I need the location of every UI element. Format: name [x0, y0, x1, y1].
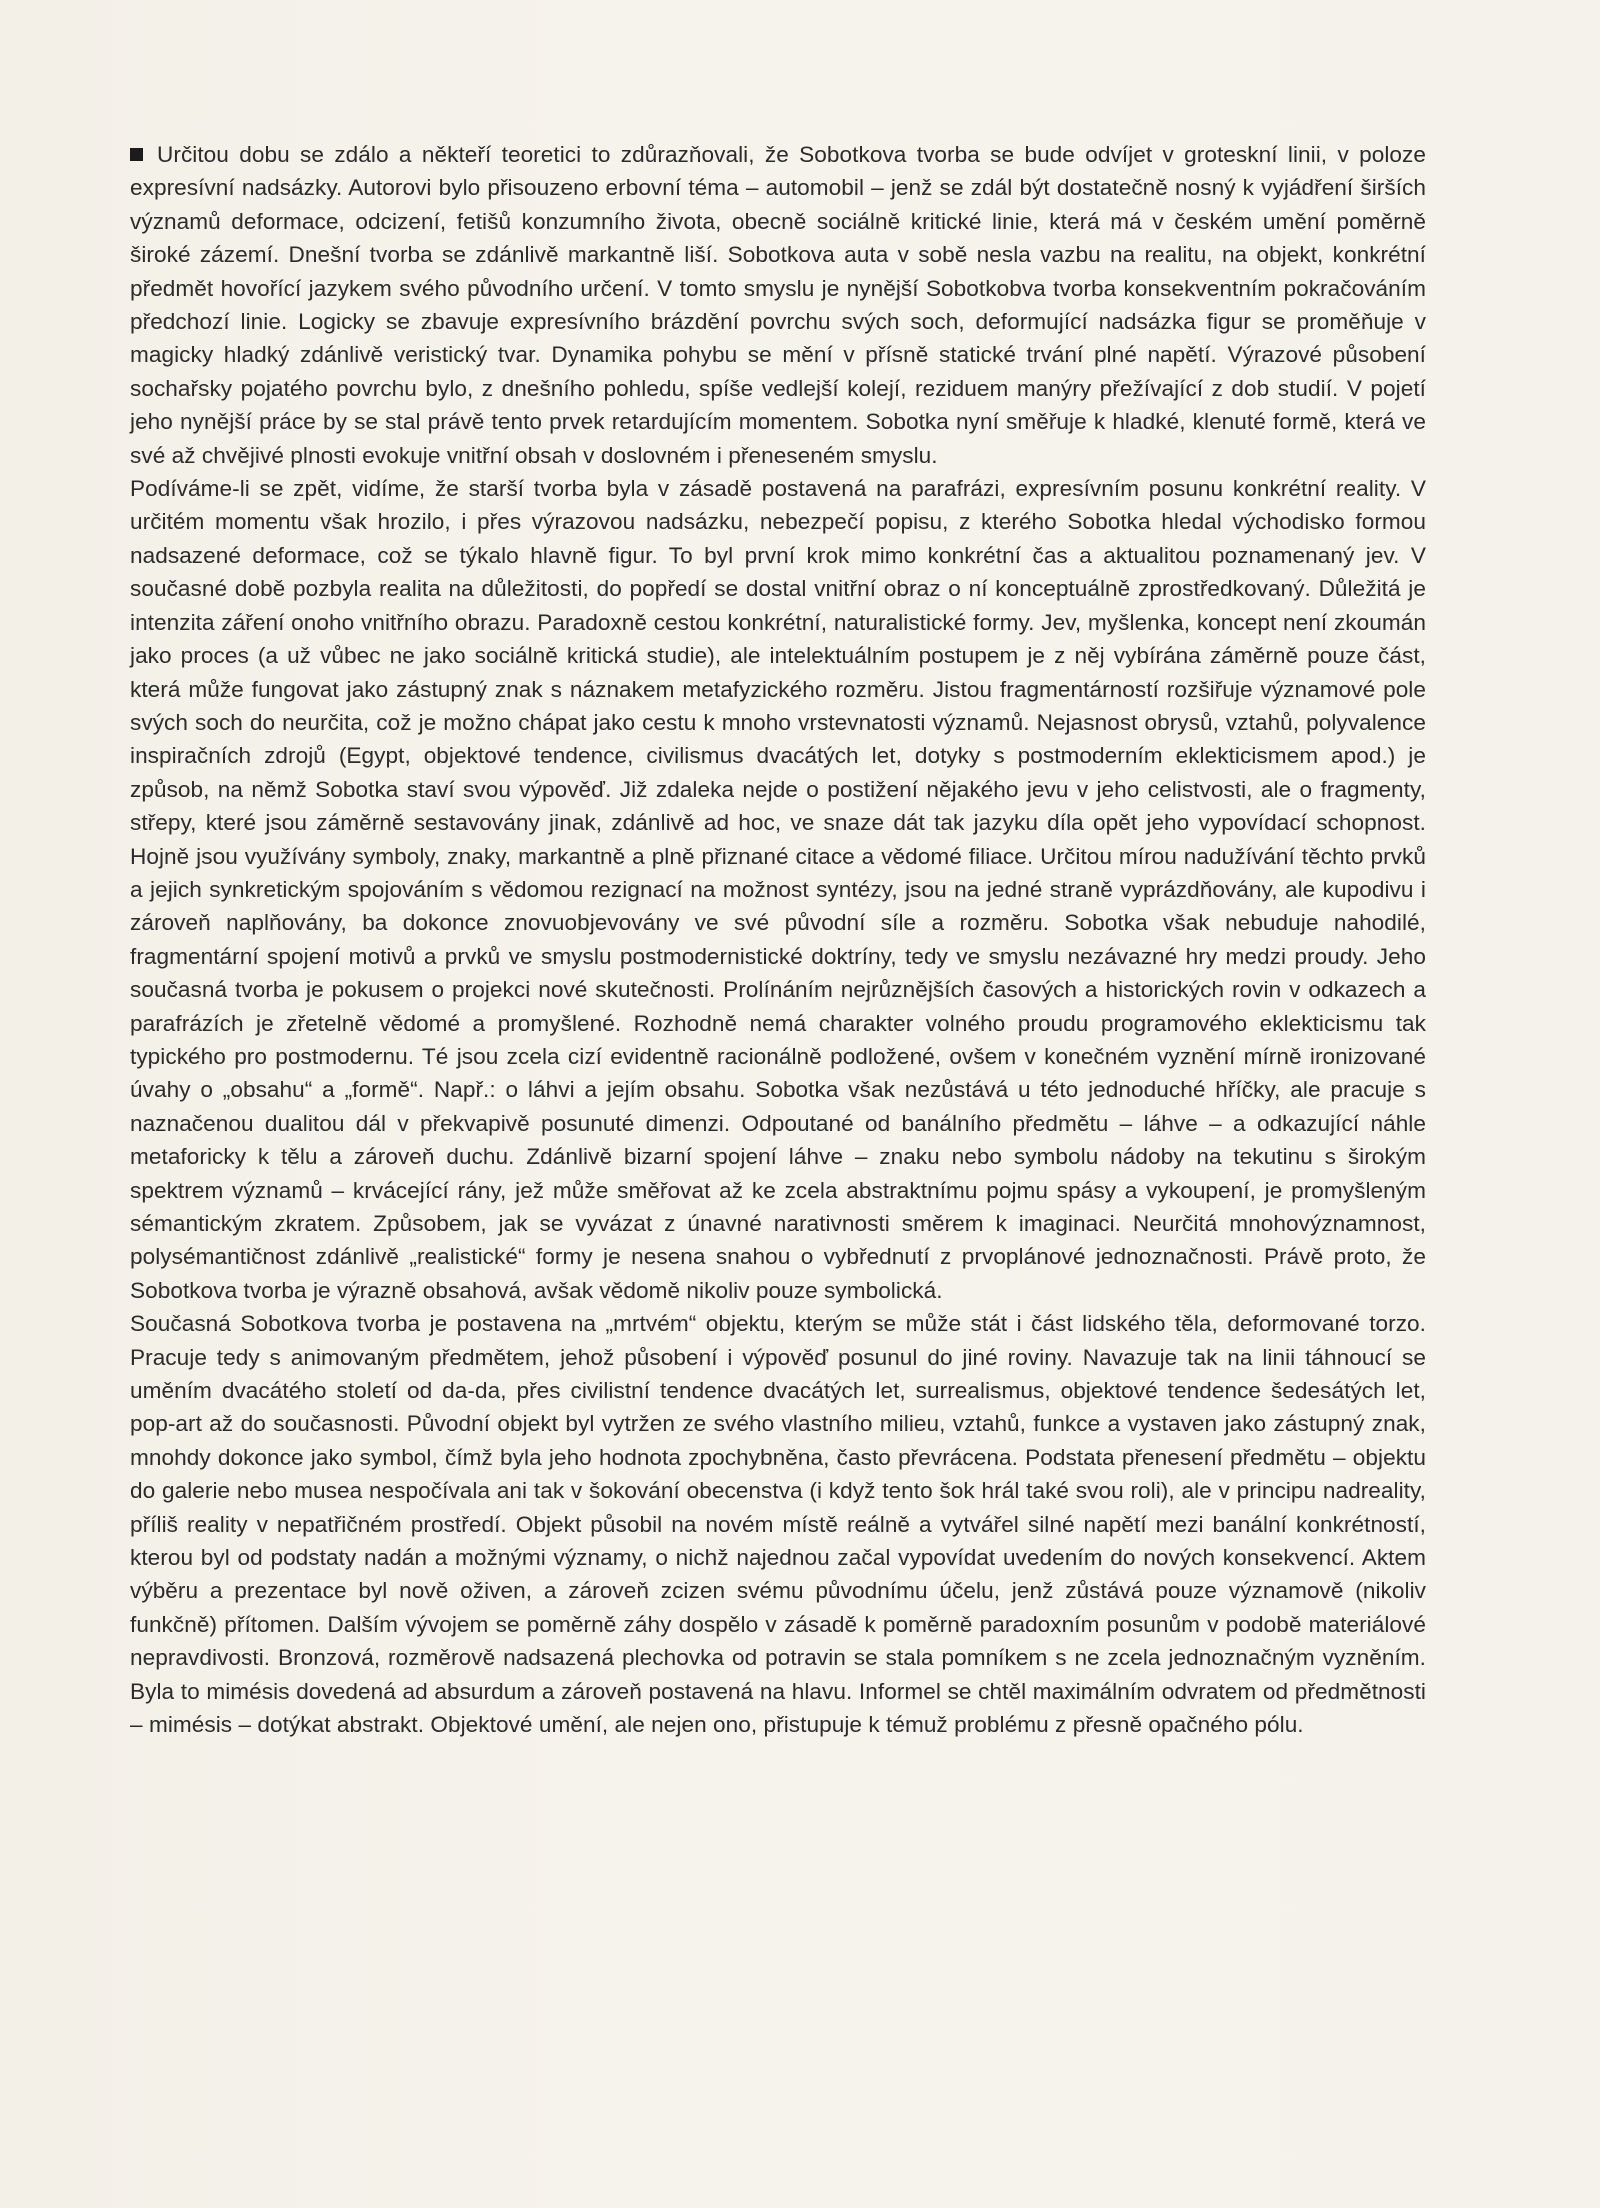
paragraph-2-text: Podíváme-li se zpět, vidíme, že starší tvorba byla v zásadě postavená na parafrázi, expresívním posunu konkrétní reality. V určitém momentu však hrozilo, i přes výrazovou nadsázku, nebezpečí popisu, z kterého Sobotka hledal východisko formou nadsazené deformace, což se týkalo hlavně figur. To byl první krok mimo konkrétní čas a aktualitou poznamenaný jev. V současné době pozbyla realita na důležitosti, do popředí se dostal vnitřní obraz o ní konceptuálně zprostředkovaný. Důležitá je intenzita záření onoho vnitřního obrazu. Paradoxně cestou konkrétní, naturalistické formy. Jev, myšlenka, koncept není zkoumán jako proces (a už vůbec ne jako sociálně kritická studie), ale intelektuálním postupem je z něj vybírána záměrně pouze část, která může fungovat jako zástupný znak s náznakem metafyzického rozměru. Jistou fragmentárností rozšiřuje významové pole svých soch do neurčita, což je možno chápat jako cestu k mnoho vrstevnatosti významů. Nejasnost obrysů, vztahů, polyvalence inspiračních zdrojů (Egypt, objektové tendence, civilismus dvacátých let, dotyky s postmoderním eklekticismem apod.) je způsob, na němž Sobotka staví svou výpověď. Již zdaleka nejde o postižení nějakého jevu v jeho celistvosti, ale o fragmenty, střepy, které jsou záměrně sestavovány jinak, zdánlivě ad hoc, ve snaze dát tak jazyku díla opět jeho vypovídací schopnost. Hojně jsou využívány symboly, znaky, markantně a plně přiznané citace a vědomé filiace. Určitou mírou nadužívání těchto prvků a jejich synkretickým spojováním s vědomou rezignací na možnost syntézy, jsou na jedné straně vyprázdňovány, ale kupodivu i zároveň naplňovány, ba dokonce znovuobjevovány ve své původní síle a rozměru. Sobotka však nebuduje nahodilé, fragmentární spojení motivů a prvků ve smyslu postmodernistické doktríny, tedy ve smyslu nezávazné hry medzi proudy. Jeho současná tvorba je pokusem o projekci nové skutečnosti. Prolínáním nejrůznějších časových a historických rovin v odkazech a parafrázích je zřetelně vědomé a promyšlené. Rozhodně nemá charakter volného proudu programového eklekticismu tak typického pro postmodernu. Té jsou zcela cizí evidentně racionálně podložené, ovšem v konečném vyznění mírně ironizované úvahy o „obsahu“ a „formě“. Např.: o láhvi a jejím obsahu. Sobotka však nezůstává u této jednoduché hříčky, ale pracuje s naznačenou dualitou dál v překvapivě posunuté dimenzi. Odpoutané od banálního předmětu – láhve – a odkazující náhle metaforicky k tělu a zároveň duchu. Zdánlivě bizarní spojení láhve – znaku nebo symbolu nádoby na tekutinu s širokým spektrem významů – krvácející rány, jež může směřovat až ke zcela abstraktnímu pojmu spásy a vykoupení, je promyšleným sémantickým zkratem. Způsobem, jak se vyvázat z únavné narativnosti směrem k imaginaci. Neurčitá mnohovýznamnost, polysémantičnost zdánlivě „realistické“ formy je nesena snahou o vybřednutí z prvoplánové jednoznačnosti. Právě proto, že Sobotkova tvorba je výrazně obsahová, avšak vědomě nikoliv pouze symbolická.	[130, 476, 1426, 1303]
article-body	[130, 138, 1426, 1742]
bullet-square-icon	[130, 148, 143, 161]
paragraph-1-text: Určitou dobu se zdálo a někteří teoretici to zdůrazňovali, že Sobotkova tvorba se bude odvíjet v groteskní linii, v poloze expresívní nadsázky. Autorovi bylo přisouzeno erbovní téma – automobil – jenž se zdál být dostatečně nosný k vyjádření širších významů deformace, odcizení, fetišů konzumního života, obecně sociálně kritické linie, která má v českém umění poměrně široké zázemí. Dnešní tvorba se zdánlivě markantně liší. Sobotkova auta v sobě nesla vazbu na realitu, na objekt, konkrétní předmět hovořící jazykem svého původního určení. V tomto smyslu je nynější Sobotkobva tvorba konsekventním pokračováním předchozí linie. Logicky se zbavuje expresívního brázdění povrchu svých soch, deformující nadsázka figur se proměňuje v magicky hladký zdánlivě veristický tvar. Dynamika pohybu se mění v přísně statické trvání plné napětí. Výrazové působení sochařsky pojatého povrchu bylo, z dnešního pohledu, spíše vedlejší kolejí, reziduem manýry přežívající z dob studií. V pojetí jeho nynější práce by se stal právě tento prvek retardujícím momentem. Sobotka nyní směřuje k hladké, klenuté formě, která ve své až chvějivé plnosti evokuje vnitřní obsah v doslovném i přeneseném smyslu.	[130, 142, 1426, 468]
paragraph-2	[130, 472, 1426, 1307]
paragraph-1	[130, 138, 1426, 472]
paragraph-3-text: Současná Sobotkova tvorba je postavena na „mrtvém“ objektu, kterým se může stát i část lidského těla, deformované torzo. Pracuje tedy s animovaným předmětem, jehož působení i výpověď posunul do jiné roviny. Navazuje tak na linii táhnoucí se uměním dvacátého století od da-da, přes civilistní tendence dvacátých let, surrealismus, objektové tendence šedesátých let, pop-art až do současnosti. Původní objekt byl vytržen ze svého vlastního milieu, vztahů, funkce a vystaven jako zástupný znak, mnohdy dokonce jako symbol, čímž byla jeho hodnota zpochybněna, často převrácena. Podstata přenesení předmětu – objektu do galerie nebo musea nespočívala ani tak v šokování obecenstva (i když tento šok hrál také svou roli), ale v principu nadreality, příliš reality v nepatřičném prostředí. Objekt působil na novém místě reálně a vytvářel silné napětí mezi banální konkrétností, kterou byl od podstaty nadán a možnými významy, o nichž najednou začal vypovídat uvedením do nových konsekvencí. Aktem výběru a prezentace byl nově oživen, a zároveň zcizen svému původnímu účelu, jenž zůstává pouze významově (nikoliv funkčně) přítomen. Dalším vývojem se poměrně záhy dospělo v zásadě k poměrně paradoxním posunům v podobě materiálové nepravdivosti. Bronzová, rozměrově nadsazená plechovka od potravin se stala pomníkem s ne zcela jednoznačným vyzněním. Byla to mimésis dovedená ad absurdum a zároveň postavená na hlavu. Informel se chtěl maximálním odvratem od předmětnosti – mimésis – dotýkat abstrakt. Objektové umění, ale nejen ono, přistupuje k témuž problému z přesně opačného pólu.	[130, 1311, 1426, 1738]
paragraph-3	[130, 1307, 1426, 1741]
